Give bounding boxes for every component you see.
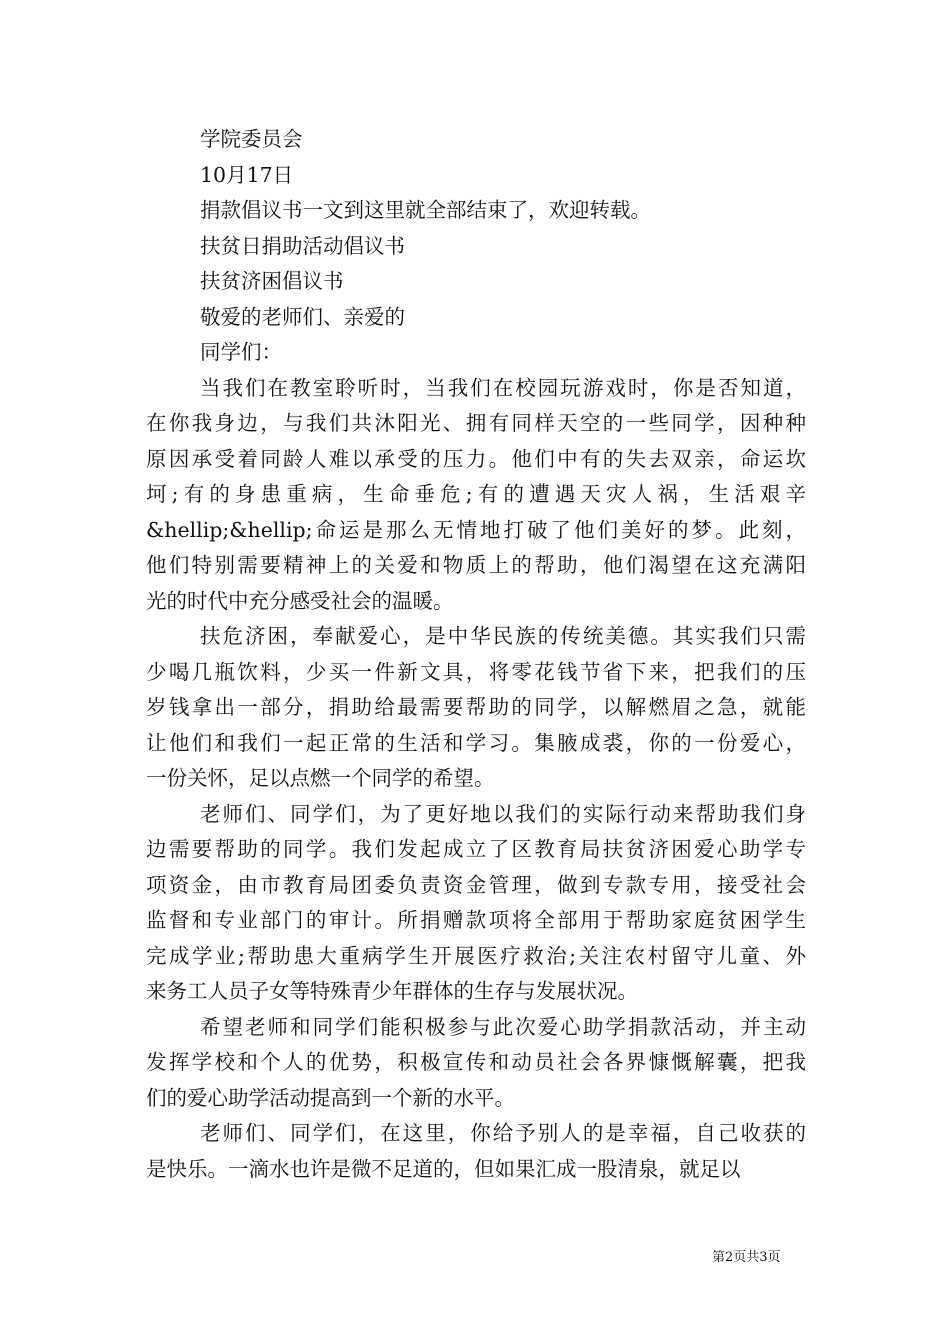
page-footer: 第2页共3页 [712,1250,781,1265]
paragraph-line: 当我们在教室聆听时，当我们在校园玩游戏时，你是否知道， [200,375,806,400]
paragraph-line: 一份关怀，足以点燃一个同学的希望。 [146,766,495,790]
header-line: 10月17日 [200,162,294,187]
header-line: 扶贫日捐助活动倡议书 [200,233,405,258]
paragraph-line: 扶危济困，奉献爱心，是中华民族的传统美德。其实我们只需 [200,624,806,648]
paragraph-line: 在你我身边，与我们共沐阳光、拥有同样天空的一些同学，因种种 [146,411,806,435]
paragraph-line: &hellip;&hellip;命运是那么无情地打破了他们美好的梦。此刻， [146,517,806,542]
paragraph-line: 来务工人员子女等特殊青少年群体的生存与发展状况。 [146,979,638,1003]
paragraph-line: 他们特别需要精神上的关爱和物质上的帮助，他们渴望在这充满阳 [146,553,806,577]
paragraph-line: 希望老师和同学们能积极参与此次爱心助学捐款活动，并主动 [200,1014,806,1039]
paragraph-line: 老师们、同学们，在这里，你给予别人的是幸福，自己收获的 [200,1121,806,1145]
header-line: 扶贫济困倡议书 [200,269,344,293]
paragraph-line: 原因承受着同龄人难以承受的压力。他们中有的失去双亲，命运坎 [146,446,806,471]
header-line: 捐款倡议书一文到这里就全部结束了，欢迎转载。 [200,198,651,222]
paragraph-line: 项资金，由市教育局团委负责资金管理，做到专款专用，接受社会 [146,872,806,897]
paragraph-line: 老师们、同学们，为了更好地以我们的实际行动来帮助我们身 [200,801,806,826]
paragraph-line: 们的爱心助学活动提高到一个新的水平。 [146,1085,515,1110]
paragraph-line: 发挥学校和个人的优势，积极宣传和动员社会各界慷慨解囊，把我 [146,1050,806,1074]
paragraph-line: 岁钱拿出一部分，捐助给最需要帮助的同学，以解燃眉之急，就能 [146,695,806,719]
header-line: 学院委员会 [200,127,303,151]
paragraph-line: 边需要帮助的同学。我们发起成立了区教育局扶贫济困爱心助学专 [146,837,806,861]
paragraph-line: 光的时代中充分感受社会的温暖。 [146,588,454,613]
paragraph-line: 让他们和我们一起正常的生活和学习。集腋成裘，你的一份爱心， [146,730,806,755]
paragraph-line: 监督和专业部门的审计。所捐赠款项将全部用于帮助家庭贫困学生 [146,908,806,932]
paragraph-line: 少喝几瓶饮料，少买一件新文具，将零花钱节省下来，把我们的压 [146,659,806,684]
header-line: 敬爱的老师们、亲爱的 [200,304,405,329]
paragraph-line: 完成学业;帮助患大重病学生开展医疗救治;关注农村留守儿童、外 [146,943,806,968]
header-line: 同学们： [200,340,282,364]
paragraph-line: 是快乐。一滴水也许是微不足道的，但如果汇成一股清泉，就足以 [146,1156,741,1181]
paragraph-line: 坷;有的身患重病，生命垂危;有的遭遇天灾人祸，生活艰辛 [146,482,806,506]
